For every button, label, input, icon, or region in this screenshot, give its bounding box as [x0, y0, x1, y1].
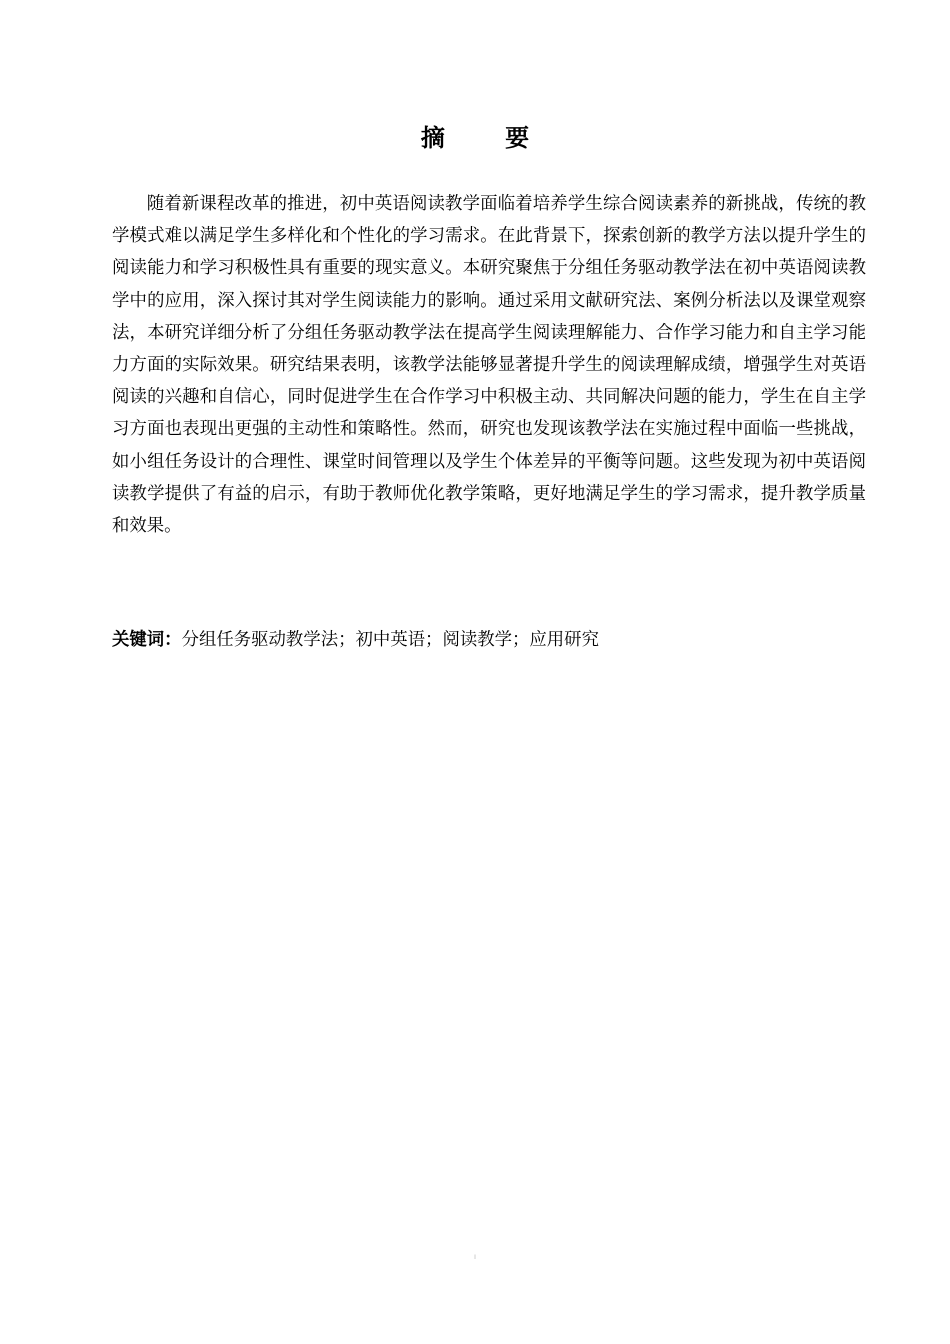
page-title: 摘 要 [420, 124, 556, 152]
keywords-text: 分组任务驱动教学法；初中英语；阅读教学；应用研究 [181, 630, 599, 650]
keywords-label: 关键词： [112, 630, 182, 650]
page-number: I [474, 1254, 476, 1261]
abstract-paragraph: 随着新课程改革的推进，初中英语阅读教学面临着培养学生综合阅读素养的新挑战，传统的教学模式难以满足学生多样化和个性化的学习需求。在此背景下，探索创新的教学方法以提升学生的阅读能力和学习积极性具有重要的现实意义。本研究聚焦于分组任务驱动教学法在初中英语阅读教学中的应用，深入探讨其对学生阅读能力的影响。通过采用文献研究法、案例分析法以及课堂观察法，本研究详细分析了分组任务驱动教学法在提高学生阅读理解能力、合作学习能力和自主学习能力方面的实际效果。研究结果表明，该教学法能够显著提升学生的阅读理解成绩，增强学生对英语阅读的兴趣和自信心，同时促进学生在合作学习中积极主动、共同解决问题的能力，学生在自主学习方面也表现出更强的主动性和策略性。然而，研究也发现该教学法在实施过程中面临一些挑战，如小组任务设计的合理性、课堂时间管理以及学生个体差异的平衡等问题。这些发现为初中英语阅读教学提供了有益的启示，有助于教师优化教学策略，更好地满足学生的学习需求，提升教学质量和效果。 [112, 194, 866, 537]
keywords-line [112, 624, 866, 656]
